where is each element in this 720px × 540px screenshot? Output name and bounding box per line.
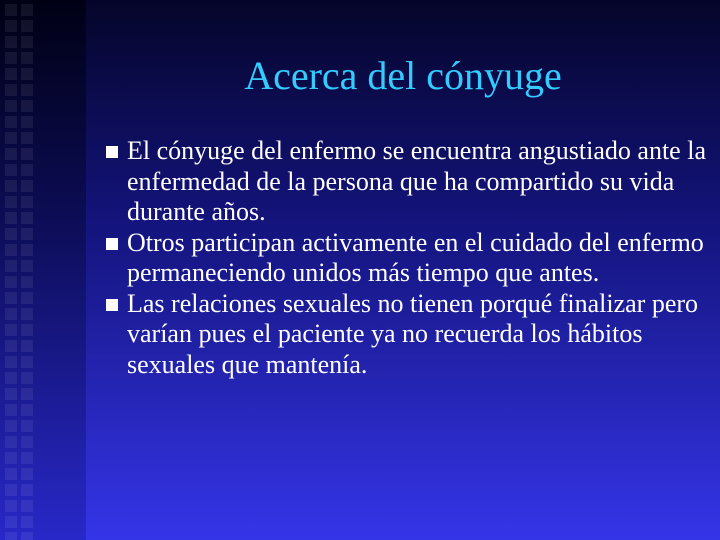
decorative-left-strip <box>0 0 86 540</box>
decorative-square <box>5 532 17 540</box>
decorative-square <box>21 132 33 144</box>
decorative-square <box>5 308 17 320</box>
decorative-square <box>5 84 17 96</box>
decorative-square <box>5 164 17 176</box>
decorative-square <box>21 516 33 528</box>
decorative-square <box>21 372 33 384</box>
decorative-square <box>21 52 33 64</box>
decorative-square <box>21 340 33 352</box>
decorative-square <box>5 484 17 496</box>
decorative-square <box>5 340 17 352</box>
decorative-square <box>5 100 17 112</box>
bullet-text: El cónyuge del enfermo se encuentra angustiado ante la enfermedad de la persona que ha compartido su vida durante años. <box>127 136 706 226</box>
decorative-square <box>21 484 33 496</box>
decorative-square <box>21 420 33 432</box>
decorative-square <box>5 372 17 384</box>
decorative-square <box>21 68 33 80</box>
bullet-item <box>106 136 706 228</box>
bullet-text: Otros participan activamente en el cuidado del enfermo permaneciendo unidos más tiempo que antes. <box>127 227 704 287</box>
decorative-square <box>5 4 17 16</box>
decorative-square <box>21 100 33 112</box>
decorative-square <box>21 148 33 160</box>
decorative-square <box>21 500 33 512</box>
decorative-square <box>5 244 17 256</box>
decorative-square <box>5 292 17 304</box>
decorative-square <box>5 500 17 512</box>
decorative-square <box>21 164 33 176</box>
decorative-square <box>21 452 33 464</box>
decorative-square <box>5 324 17 336</box>
decorative-square <box>21 388 33 400</box>
bullet-list <box>106 136 706 380</box>
decorative-square <box>5 452 17 464</box>
decorative-square <box>5 148 17 160</box>
decorative-square <box>5 260 17 272</box>
decorative-square <box>21 4 33 16</box>
decorative-square <box>5 20 17 32</box>
bullet-item <box>106 289 706 381</box>
decorative-square <box>21 20 33 32</box>
decorative-square <box>5 516 17 528</box>
decorative-square <box>5 468 17 480</box>
decorative-square <box>21 212 33 224</box>
decorative-square <box>5 388 17 400</box>
decorative-square <box>21 468 33 480</box>
decorative-square <box>21 324 33 336</box>
decorative-square <box>5 116 17 128</box>
decorative-square <box>21 228 33 240</box>
decorative-square <box>21 36 33 48</box>
decorative-square <box>5 180 17 192</box>
decorative-square <box>21 244 33 256</box>
decorative-square <box>21 84 33 96</box>
decorative-square <box>21 532 33 540</box>
decorative-square <box>5 356 17 368</box>
decorative-square <box>5 52 17 64</box>
bullet-item <box>106 228 706 289</box>
decorative-square <box>21 404 33 416</box>
decorative-square-column <box>5 0 17 540</box>
decorative-square <box>5 436 17 448</box>
decorative-square <box>21 196 33 208</box>
decorative-square <box>21 356 33 368</box>
decorative-square <box>5 36 17 48</box>
decorative-square <box>21 292 33 304</box>
decorative-square <box>5 404 17 416</box>
decorative-square <box>21 436 33 448</box>
square-bullet-icon <box>106 238 118 250</box>
decorative-square <box>5 212 17 224</box>
decorative-square <box>21 308 33 320</box>
square-bullet-icon <box>106 146 118 158</box>
decorative-square-column <box>21 0 33 540</box>
slide-title: Acerca del cónyuge <box>244 53 562 98</box>
bullet-text: Las relaciones sexuales no tienen porqué finalizar pero varían pues el paciente ya no recuerda los hábitos sexuales que mantenía. <box>127 288 699 379</box>
decorative-square <box>5 132 17 144</box>
decorative-square <box>5 276 17 288</box>
decorative-square <box>21 276 33 288</box>
decorative-square <box>5 68 17 80</box>
decorative-square <box>21 116 33 128</box>
decorative-square <box>5 420 17 432</box>
square-bullet-icon <box>106 299 118 311</box>
decorative-square <box>21 260 33 272</box>
decorative-square <box>5 196 17 208</box>
decorative-square <box>5 228 17 240</box>
decorative-square <box>21 180 33 192</box>
